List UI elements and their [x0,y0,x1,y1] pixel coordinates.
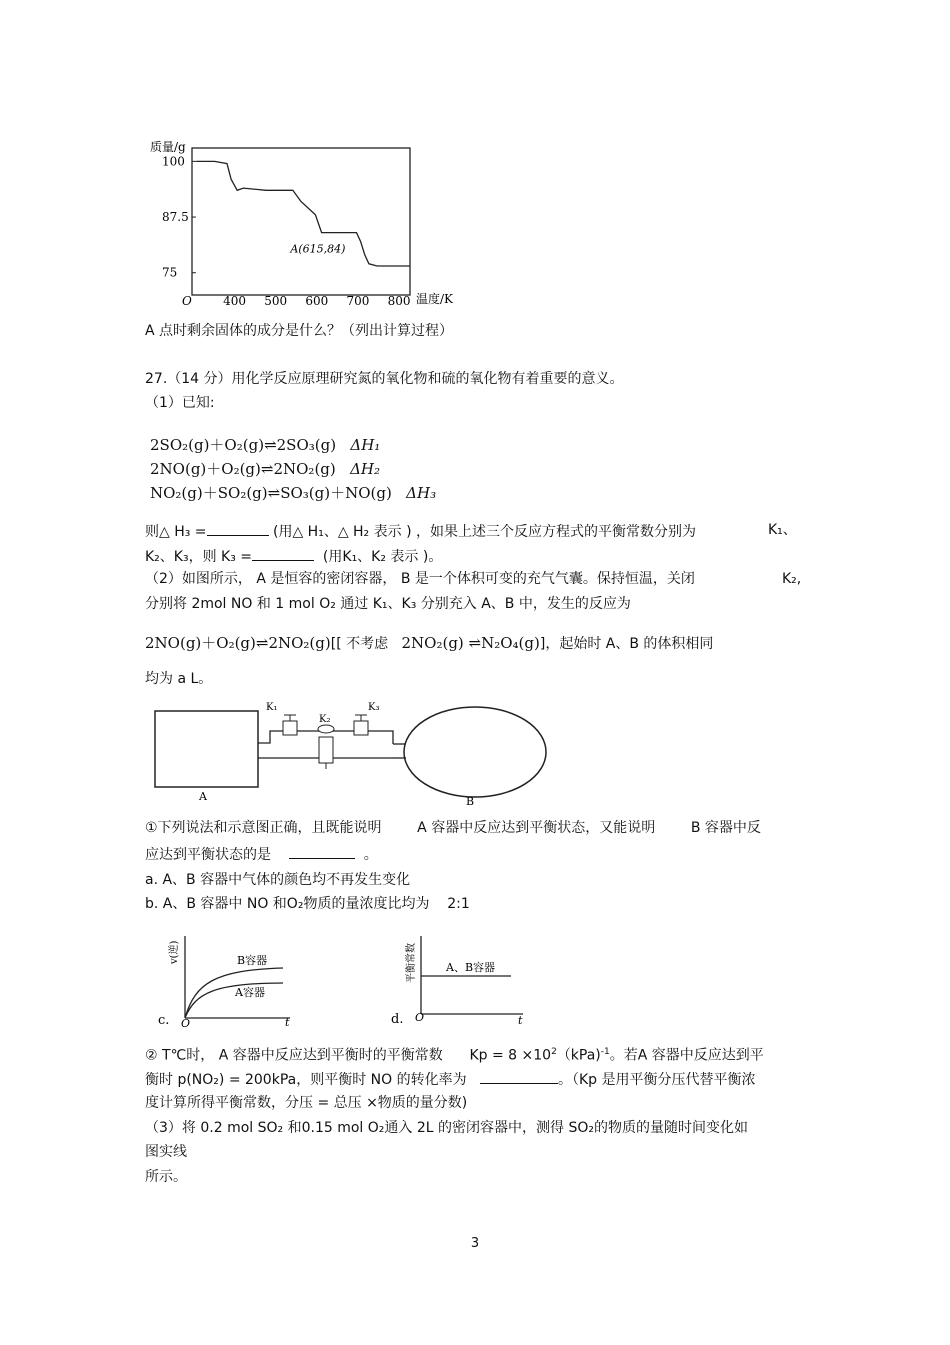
x-tick-label: 500 [264,294,288,308]
q27-part1: （1）已知: [145,395,215,411]
apparatus-diagram [148,697,558,809]
valve-k2-icon [318,725,334,769]
option-d-graph [388,928,538,1028]
d-tag: d. [391,1012,404,1027]
y-axis-label: 质量/g [150,140,186,154]
k3-label: K₃ [368,702,380,713]
question-2: ② T℃时， A 容器中反应达到平衡时的平衡常数 $Kp = 8 \times 10^2(kPa)^{-1}$。若A 容器中反应达到平 [145,1047,764,1064]
c-origin: O [181,1017,191,1028]
q27-part2: （2）如图所示， A 是恒容的密闭容器， B 是一个体积可变的充气气囊。保持恒温，关闭 [145,571,695,587]
d-origin: O [415,1011,425,1024]
y-tick-labels [162,154,196,279]
k2-label: K₂, [782,571,802,587]
equation-2: 2NO(g)＋O₂(g)⇌2NO₂(g) ΔH₂ [150,460,381,478]
option-b: b. A、B 容器中 NO 和O₂物质的量浓度比均为 2:1 [145,896,470,912]
mass-temperature-chart [140,135,470,315]
k1-label: K₁ [266,702,278,713]
x-axis-label: 温度/K [416,292,454,306]
question-2-note: 度计算所得平衡常数，分压 = 总压 ×物质的量分数) [145,1095,468,1111]
volume-text: 均为 a L。 [145,671,213,687]
dh3-answer-blank[interactable] [207,521,269,536]
option-c-graph [155,928,305,1028]
d-series-label: A、B容器 [446,961,496,974]
q1-answer-blank[interactable] [289,844,355,859]
a-container-curve [185,983,283,1018]
x-tick-label: 800 [387,294,411,308]
fill-instructions: 分别将 2mol NO 和 1 mol O₂ 通过 K₁、K₃ 分别充入 A、B 中，发生的反应为 [145,596,631,612]
d-y-label: 平衡常数 [406,943,417,983]
q27-part3-cont: 图实线 [145,1144,187,1160]
equation-3: NO₂(g)＋SO₂(g)⇌SO₃(g)＋NO(g) ΔH₃ [150,484,437,502]
k3-question: K₂、K₃，则 K₃ = (用K₁、K₂ 表示 )。 [145,546,442,566]
option-a: a. A、B 容器中气体的颜色均不再发生变化 [145,872,411,888]
dh3-question: 则△ H₃ = (用△ H₁、△ H₂ 表示 ) ，如果上述三个反应方程式的平衡常数分别为 [145,521,696,541]
x-tick-label: 700 [346,294,370,308]
d-x-label: t [518,1014,523,1027]
point-a-label: A(615,84) [290,242,346,256]
y-tick-label: 87.5 [162,210,189,225]
container-a [155,711,258,787]
y-tick-label: 100 [162,154,185,169]
reaction-line: 2NO(g)＋O₂(g)⇌2NO₂(g)[[ 不考虑 2NO₂(g) ⇌N₂O₄(g)]，起始时 A、B 的体积相同 [145,634,714,652]
c-y-label: v(逆) [169,940,180,964]
x-tick-label: 600 [305,294,329,308]
b-series-label: B容器 [237,954,268,967]
y-tick-label: 75 [162,265,178,280]
c-tag: c. [158,1013,170,1028]
b-label: B [466,795,475,808]
a-label: A [199,790,207,803]
question-1-cont: 应达到平衡状态的是 。 [145,844,378,864]
origin-label: O [182,294,192,308]
x-tick-label: 400 [223,294,247,308]
x-tick-labels [223,294,410,308]
balloon-b [404,707,546,797]
b-container-curve [185,968,283,1018]
q27-part3-end: 所示。 [145,1169,187,1185]
q27-part3: （3）将 0.2 mol SO₂ 和0.15 mol O₂通入 2L 的密闭容器中，测得 SO₂的物质的量随时间变化如 [145,1120,748,1136]
conversion-answer-blank[interactable] [480,1069,558,1084]
q27-title: 27.（14 分）用化学反应原理研究氮的氧化物和硫的氧化物有着重要的意义。 [145,371,624,387]
question-1: ①下列说法和示意图正确，且既能说明 A 容器中反应达到平衡状态，又能说明 B 容器中反 [145,820,761,836]
question-2-cont: 衡时 p(NO₂) = 200kPa，则平衡时 NO 的转化率为 。（Kp 是用平衡分压代替平衡浓 [145,1069,756,1089]
k3-answer-blank[interactable] [252,546,314,561]
valve-k3-icon [354,715,368,735]
plot-frame [192,148,410,295]
page-number: 3 [470,1236,480,1251]
equation-1: 2SO₂(g)＋O₂(g)⇌2SO₃(g) ΔH₁ [150,436,381,454]
c-x-label: t [285,1016,290,1028]
k2-label: K₂ [319,714,331,725]
question-a: A 点时剩余固体的成分是什么？（列出计算过程） [145,323,454,339]
valve-k1-icon [283,715,297,735]
k1-label: K₁、 [768,522,797,538]
a-series-label: A容器 [235,986,265,999]
